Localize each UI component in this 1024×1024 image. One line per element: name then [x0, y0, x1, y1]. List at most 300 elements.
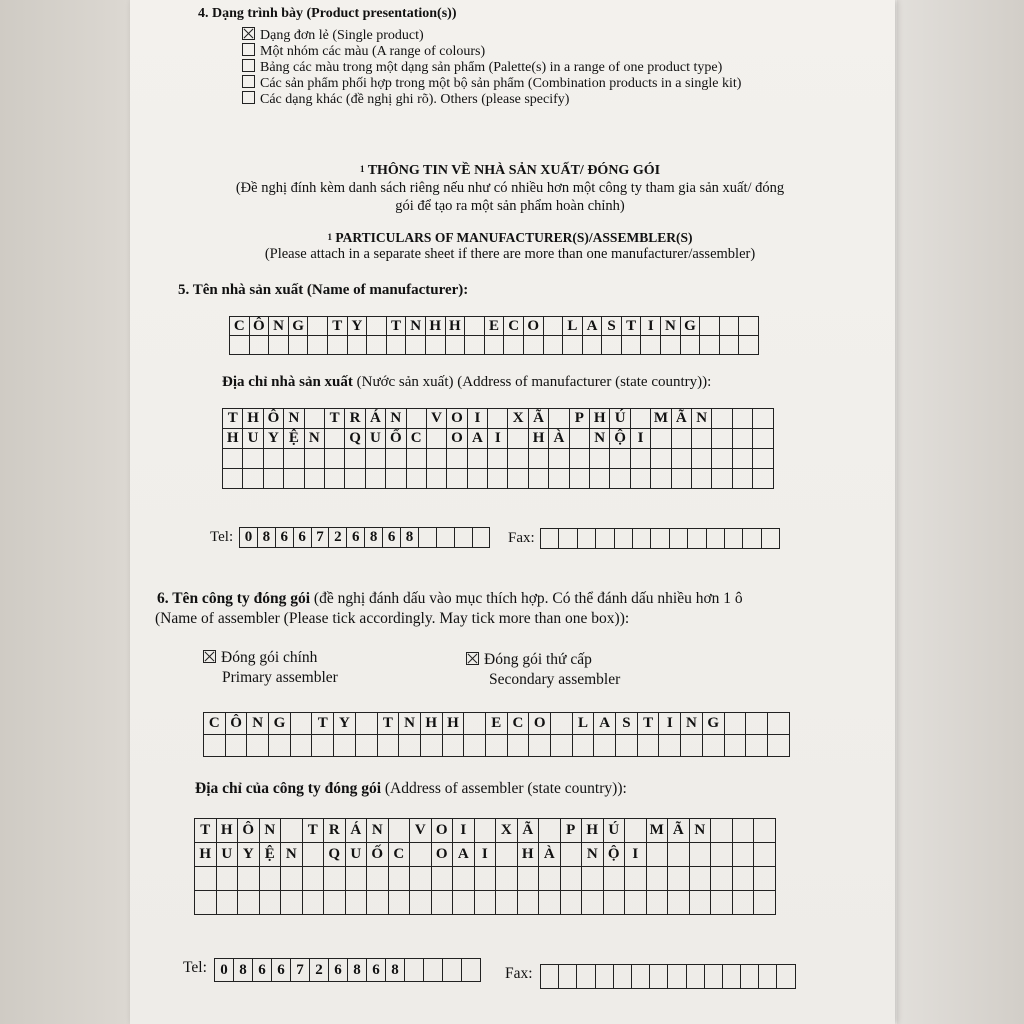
grid-cell[interactable]: G — [681, 317, 701, 336]
grid-cell[interactable] — [668, 867, 690, 891]
grid-cell[interactable] — [447, 469, 467, 489]
grid-cell[interactable] — [303, 843, 325, 867]
grid-cell[interactable]: Ô — [250, 317, 270, 336]
grid-cell[interactable] — [577, 965, 595, 989]
grid-cell[interactable]: 8 — [401, 528, 419, 548]
option-checkbox[interactable] — [242, 27, 255, 40]
grid-cell[interactable] — [631, 449, 651, 469]
grid-cell[interactable]: Ô — [264, 409, 284, 429]
grid-cell[interactable] — [746, 713, 768, 735]
grid-cell[interactable]: N — [367, 819, 389, 843]
grid-cell[interactable]: T — [378, 713, 400, 735]
grid-cell[interactable] — [754, 819, 776, 843]
grid-cell[interactable] — [711, 867, 733, 891]
grid-cell[interactable] — [615, 529, 633, 549]
grid-cell[interactable]: 8 — [365, 528, 383, 548]
grid-cell[interactable]: Ố — [367, 843, 389, 867]
grid-cell[interactable]: S — [602, 317, 622, 336]
grid-cell[interactable]: Ã — [529, 409, 549, 429]
section4-option[interactable] — [242, 27, 424, 44]
grid-cell[interactable] — [610, 449, 630, 469]
grid-cell[interactable]: H — [582, 819, 604, 843]
grid-cell[interactable] — [468, 469, 488, 489]
grid-cell[interactable]: O — [432, 843, 454, 867]
grid-cell[interactable]: Y — [238, 843, 260, 867]
grid-cell[interactable]: I — [468, 409, 488, 429]
grid-cell[interactable] — [647, 891, 669, 915]
grid-cell[interactable] — [518, 891, 540, 915]
grid-cell[interactable] — [559, 965, 577, 989]
grid-cell[interactable] — [264, 449, 284, 469]
grid-cell[interactable] — [529, 469, 549, 489]
grid-cell[interactable] — [410, 843, 432, 867]
grid-cell[interactable] — [529, 735, 551, 757]
grid-cell[interactable] — [455, 528, 473, 548]
option-checkbox[interactable] — [242, 59, 255, 72]
grid-cell[interactable] — [720, 336, 740, 355]
grid-cell[interactable] — [638, 735, 660, 757]
grid-cell[interactable]: Y — [264, 429, 284, 449]
grid-cell[interactable] — [631, 409, 651, 429]
grid-cell[interactable]: 8 — [258, 528, 276, 548]
grid-cell[interactable] — [733, 843, 755, 867]
grid-cell[interactable] — [681, 735, 703, 757]
grid-cell[interactable]: N — [681, 713, 703, 735]
grid-cell[interactable]: A — [453, 843, 475, 867]
grid-cell[interactable] — [238, 867, 260, 891]
grid-cell[interactable]: M — [647, 819, 669, 843]
grid-cell[interactable] — [308, 317, 328, 336]
grid-cell[interactable] — [345, 449, 365, 469]
grid-cell[interactable]: O — [447, 429, 467, 449]
grid-cell[interactable] — [625, 891, 647, 915]
grid-cell[interactable]: U — [243, 429, 263, 449]
grid-cell[interactable] — [711, 843, 733, 867]
grid-cell[interactable]: Y — [334, 713, 356, 735]
grid-cell[interactable] — [410, 891, 432, 915]
grid-cell[interactable] — [672, 429, 692, 449]
option-checkbox[interactable] — [242, 43, 255, 56]
grid-cell[interactable]: G — [289, 317, 309, 336]
grid-cell[interactable] — [549, 409, 569, 429]
grid-cell[interactable] — [303, 867, 325, 891]
grid-cell[interactable]: V — [427, 409, 447, 429]
grid-cell[interactable] — [437, 528, 455, 548]
grid-cell[interactable] — [590, 469, 610, 489]
grid-cell[interactable]: 8 — [234, 959, 253, 982]
grid-cell[interactable] — [641, 336, 661, 355]
grid-cell[interactable] — [378, 735, 400, 757]
grid-cell[interactable]: I — [631, 429, 651, 449]
grid-cell[interactable] — [346, 891, 368, 915]
section4-option[interactable] — [242, 91, 569, 108]
grid-cell[interactable] — [570, 469, 590, 489]
grid-cell[interactable] — [668, 965, 686, 989]
grid-cell[interactable]: 6 — [367, 959, 386, 982]
grid-cell[interactable] — [659, 735, 681, 757]
grid-cell[interactable]: T — [303, 819, 325, 843]
grid-cell[interactable]: 2 — [310, 959, 329, 982]
grid-cell[interactable] — [561, 843, 583, 867]
grid-cell[interactable] — [366, 449, 386, 469]
grid-cell[interactable] — [712, 409, 732, 429]
grid-cell[interactable] — [447, 449, 467, 469]
grid-cell[interactable] — [622, 336, 642, 355]
grid-cell[interactable]: H — [421, 713, 443, 735]
grid-cell[interactable] — [594, 735, 616, 757]
grid-cell[interactable]: I — [625, 843, 647, 867]
grid-cell[interactable] — [260, 867, 282, 891]
grid-cell[interactable] — [768, 713, 790, 735]
grid-cell[interactable] — [446, 336, 466, 355]
grid-cell[interactable] — [616, 735, 638, 757]
grid-cell[interactable] — [692, 469, 712, 489]
grid-cell[interactable]: T — [622, 317, 642, 336]
grid-cell[interactable] — [488, 449, 508, 469]
grid-cell[interactable] — [504, 336, 524, 355]
grid-cell[interactable]: N — [406, 317, 426, 336]
grid-cell[interactable] — [238, 891, 260, 915]
grid-cell[interactable] — [668, 843, 690, 867]
grid-cell[interactable] — [690, 867, 712, 891]
grid-cell[interactable] — [725, 713, 747, 735]
grid-cell[interactable]: H — [195, 843, 217, 867]
grid-cell[interactable] — [688, 529, 706, 549]
grid-cell[interactable] — [468, 449, 488, 469]
primary-assembler-option[interactable]: Đóng gói chính — [203, 649, 317, 667]
grid-cell[interactable] — [561, 867, 583, 891]
grid-cell[interactable] — [725, 529, 743, 549]
grid-cell[interactable] — [443, 959, 462, 982]
grid-cell[interactable]: P — [561, 819, 583, 843]
grid-cell[interactable] — [650, 965, 668, 989]
grid-cell[interactable] — [692, 449, 712, 469]
grid-cell[interactable] — [243, 449, 263, 469]
grid-cell[interactable]: L — [563, 317, 583, 336]
grid-cell[interactable] — [753, 469, 773, 489]
grid-cell[interactable] — [264, 469, 284, 489]
grid-cell[interactable] — [496, 867, 518, 891]
grid-cell[interactable]: C — [204, 713, 226, 735]
grid-cell[interactable] — [387, 336, 407, 355]
grid-cell[interactable]: T — [223, 409, 243, 429]
grid-cell[interactable]: Ã — [668, 819, 690, 843]
grid-cell[interactable] — [549, 469, 569, 489]
grid-cell[interactable] — [453, 867, 475, 891]
grid-cell[interactable]: A — [594, 713, 616, 735]
grid-cell[interactable]: 6 — [253, 959, 272, 982]
grid-cell[interactable] — [712, 469, 732, 489]
grid-cell[interactable]: 7 — [312, 528, 330, 548]
grid-cell[interactable] — [743, 529, 761, 549]
grid-cell[interactable] — [711, 819, 733, 843]
grid-cell[interactable] — [389, 819, 411, 843]
grid-cell[interactable] — [690, 843, 712, 867]
grid-cell[interactable] — [651, 429, 671, 449]
grid-cell[interactable] — [348, 336, 368, 355]
grid-cell[interactable] — [681, 336, 701, 355]
grid-cell[interactable] — [672, 449, 692, 469]
grid-cell[interactable] — [289, 336, 309, 355]
grid-cell[interactable]: T — [387, 317, 407, 336]
grid-cell[interactable]: Ộ — [610, 429, 630, 449]
grid-cell[interactable]: Ệ — [284, 429, 304, 449]
grid-cell[interactable] — [305, 409, 325, 429]
grid-cell[interactable] — [367, 867, 389, 891]
grid-cell[interactable] — [399, 735, 421, 757]
grid-cell[interactable] — [407, 449, 427, 469]
grid-cell[interactable]: O — [529, 713, 551, 735]
section4-option[interactable] — [242, 59, 722, 76]
grid-cell[interactable] — [291, 735, 313, 757]
grid-cell[interactable] — [305, 449, 325, 469]
grid-cell[interactable] — [711, 891, 733, 915]
grid-cell[interactable]: S — [616, 713, 638, 735]
grid-cell[interactable] — [325, 449, 345, 469]
grid-cell[interactable] — [551, 713, 573, 735]
grid-cell[interactable]: Y — [348, 317, 368, 336]
grid-cell[interactable] — [733, 409, 753, 429]
grid-cell[interactable]: H — [217, 819, 239, 843]
grid-cell[interactable] — [432, 867, 454, 891]
grid-cell[interactable] — [223, 449, 243, 469]
grid-cell[interactable] — [346, 867, 368, 891]
grid-cell[interactable] — [453, 891, 475, 915]
grid-cell[interactable] — [464, 735, 486, 757]
grid-cell[interactable]: E — [485, 317, 505, 336]
grid-cell[interactable]: À — [549, 429, 569, 449]
grid-cell[interactable] — [486, 735, 508, 757]
grid-cell[interactable] — [473, 528, 491, 548]
grid-cell[interactable]: T — [325, 409, 345, 429]
grid-cell[interactable]: Á — [366, 409, 386, 429]
grid-cell[interactable] — [303, 891, 325, 915]
grid-cell[interactable] — [427, 449, 447, 469]
grid-cell[interactable] — [424, 959, 443, 982]
grid-cell[interactable] — [753, 409, 773, 429]
grid-cell[interactable] — [356, 713, 378, 735]
grid-cell[interactable] — [570, 449, 590, 469]
grid-cell[interactable] — [725, 735, 747, 757]
grid-cell[interactable]: H — [223, 429, 243, 449]
grid-cell[interactable] — [631, 469, 651, 489]
grid-cell[interactable]: O — [432, 819, 454, 843]
grid-cell[interactable] — [334, 735, 356, 757]
grid-cell[interactable] — [247, 735, 269, 757]
grid-cell[interactable] — [712, 449, 732, 469]
grid-cell[interactable] — [754, 867, 776, 891]
grid-cell[interactable] — [325, 469, 345, 489]
grid-cell[interactable]: 8 — [386, 959, 405, 982]
grid-cell[interactable] — [541, 529, 559, 549]
grid-cell[interactable] — [305, 469, 325, 489]
grid-cell[interactable]: H — [446, 317, 466, 336]
grid-cell[interactable] — [524, 336, 544, 355]
grid-cell[interactable] — [508, 735, 530, 757]
grid-cell[interactable]: Q — [324, 843, 346, 867]
grid-cell[interactable]: N — [269, 317, 289, 336]
grid-cell[interactable]: 6 — [272, 959, 291, 982]
grid-cell[interactable]: G — [269, 713, 291, 735]
grid-cell[interactable] — [733, 429, 753, 449]
grid-cell[interactable]: V — [410, 819, 432, 843]
grid-cell[interactable]: N — [399, 713, 421, 735]
grid-cell[interactable]: C — [407, 429, 427, 449]
grid-cell[interactable] — [753, 429, 773, 449]
grid-cell[interactable] — [223, 469, 243, 489]
grid-cell[interactable] — [544, 336, 564, 355]
grid-cell[interactable]: 6 — [329, 959, 348, 982]
grid-cell[interactable] — [488, 469, 508, 489]
grid-cell[interactable]: I — [659, 713, 681, 735]
grid-cell[interactable] — [407, 409, 427, 429]
grid-cell[interactable] — [570, 429, 590, 449]
grid-cell[interactable] — [488, 409, 508, 429]
grid-cell[interactable] — [475, 867, 497, 891]
grid-cell[interactable]: M — [651, 409, 671, 429]
grid-cell[interactable] — [759, 965, 777, 989]
grid-cell[interactable] — [633, 529, 651, 549]
primary-checkbox[interactable] — [203, 650, 216, 663]
grid-cell[interactable] — [496, 843, 518, 867]
grid-cell[interactable] — [260, 891, 282, 915]
grid-cell[interactable] — [529, 449, 549, 469]
grid-cell[interactable]: L — [573, 713, 595, 735]
grid-cell[interactable] — [410, 867, 432, 891]
grid-cell[interactable] — [703, 735, 725, 757]
grid-cell[interactable] — [325, 429, 345, 449]
grid-cell[interactable] — [308, 336, 328, 355]
grid-cell[interactable] — [578, 529, 596, 549]
grid-cell[interactable] — [768, 735, 790, 757]
grid-cell[interactable]: H — [443, 713, 465, 735]
grid-cell[interactable] — [596, 965, 614, 989]
grid-cell[interactable] — [427, 429, 447, 449]
grid-cell[interactable] — [651, 529, 669, 549]
grid-cell[interactable] — [217, 867, 239, 891]
grid-cell[interactable] — [583, 336, 603, 355]
grid-cell[interactable] — [610, 469, 630, 489]
grid-cell[interactable] — [539, 891, 561, 915]
grid-cell[interactable] — [590, 449, 610, 469]
grid-cell[interactable] — [651, 449, 671, 469]
option-checkbox[interactable] — [242, 91, 255, 104]
grid-cell[interactable]: A — [583, 317, 603, 336]
grid-cell[interactable]: I — [475, 843, 497, 867]
grid-cell[interactable] — [284, 469, 304, 489]
grid-cell[interactable] — [596, 529, 614, 549]
secondary-assembler-option[interactable]: Đóng gói thứ cấp — [466, 651, 592, 669]
grid-cell[interactable]: I — [641, 317, 661, 336]
grid-cell[interactable] — [386, 469, 406, 489]
grid-cell[interactable] — [539, 867, 561, 891]
grid-cell[interactable] — [777, 965, 795, 989]
grid-cell[interactable]: U — [217, 843, 239, 867]
grid-cell[interactable] — [651, 469, 671, 489]
grid-cell[interactable]: H — [426, 317, 446, 336]
grid-cell[interactable] — [739, 317, 759, 336]
grid-cell[interactable] — [230, 336, 250, 355]
grid-cell[interactable] — [243, 469, 263, 489]
grid-cell[interactable] — [250, 336, 270, 355]
grid-cell[interactable] — [419, 528, 437, 548]
grid-cell[interactable]: H — [243, 409, 263, 429]
grid-cell[interactable]: H — [590, 409, 610, 429]
grid-cell[interactable] — [573, 735, 595, 757]
grid-cell[interactable] — [465, 336, 485, 355]
grid-cell[interactable] — [692, 429, 712, 449]
grid-cell[interactable]: N — [582, 843, 604, 867]
grid-cell[interactable] — [705, 965, 723, 989]
grid-cell[interactable] — [389, 867, 411, 891]
grid-cell[interactable] — [485, 336, 505, 355]
grid-cell[interactable]: C — [230, 317, 250, 336]
grid-cell[interactable]: Ô — [226, 713, 248, 735]
grid-cell[interactable]: N — [590, 429, 610, 449]
grid-cell[interactable]: R — [324, 819, 346, 843]
grid-cell[interactable] — [582, 867, 604, 891]
grid-cell[interactable] — [432, 891, 454, 915]
grid-cell[interactable] — [661, 336, 681, 355]
grid-cell[interactable]: N — [284, 409, 304, 429]
grid-cell[interactable]: T — [312, 713, 334, 735]
grid-cell[interactable] — [700, 336, 720, 355]
grid-cell[interactable]: G — [703, 713, 725, 735]
grid-cell[interactable] — [647, 867, 669, 891]
grid-cell[interactable] — [366, 469, 386, 489]
grid-cell[interactable] — [563, 336, 583, 355]
grid-cell[interactable] — [284, 449, 304, 469]
grid-cell[interactable] — [443, 735, 465, 757]
grid-cell[interactable] — [508, 469, 528, 489]
grid-cell[interactable]: I — [488, 429, 508, 449]
grid-cell[interactable] — [269, 336, 289, 355]
grid-cell[interactable]: 6 — [383, 528, 401, 548]
grid-cell[interactable] — [733, 469, 753, 489]
grid-cell[interactable]: U — [366, 429, 386, 449]
grid-cell[interactable]: 6 — [347, 528, 365, 548]
grid-cell[interactable]: À — [539, 843, 561, 867]
grid-cell[interactable] — [217, 891, 239, 915]
grid-cell[interactable] — [733, 449, 753, 469]
grid-cell[interactable]: C — [504, 317, 524, 336]
grid-cell[interactable] — [720, 317, 740, 336]
grid-cell[interactable] — [687, 965, 705, 989]
grid-cell[interactable] — [670, 529, 688, 549]
grid-cell[interactable]: N — [247, 713, 269, 735]
grid-cell[interactable] — [672, 469, 692, 489]
grid-cell[interactable] — [281, 867, 303, 891]
grid-cell[interactable]: Ã — [672, 409, 692, 429]
grid-cell[interactable]: 0 — [240, 528, 258, 548]
grid-cell[interactable] — [551, 735, 573, 757]
grid-cell[interactable]: I — [453, 819, 475, 843]
grid-cell[interactable]: H — [518, 843, 540, 867]
grid-cell[interactable]: N — [386, 409, 406, 429]
grid-cell[interactable] — [328, 336, 348, 355]
secondary-checkbox[interactable] — [466, 652, 479, 665]
grid-cell[interactable] — [496, 891, 518, 915]
grid-cell[interactable] — [754, 843, 776, 867]
grid-cell[interactable]: X — [508, 409, 528, 429]
grid-cell[interactable] — [291, 713, 313, 735]
grid-cell[interactable] — [700, 317, 720, 336]
grid-cell[interactable] — [324, 867, 346, 891]
grid-cell[interactable] — [753, 449, 773, 469]
grid-cell[interactable]: Ô — [238, 819, 260, 843]
grid-cell[interactable] — [762, 529, 780, 549]
grid-cell[interactable] — [226, 735, 248, 757]
